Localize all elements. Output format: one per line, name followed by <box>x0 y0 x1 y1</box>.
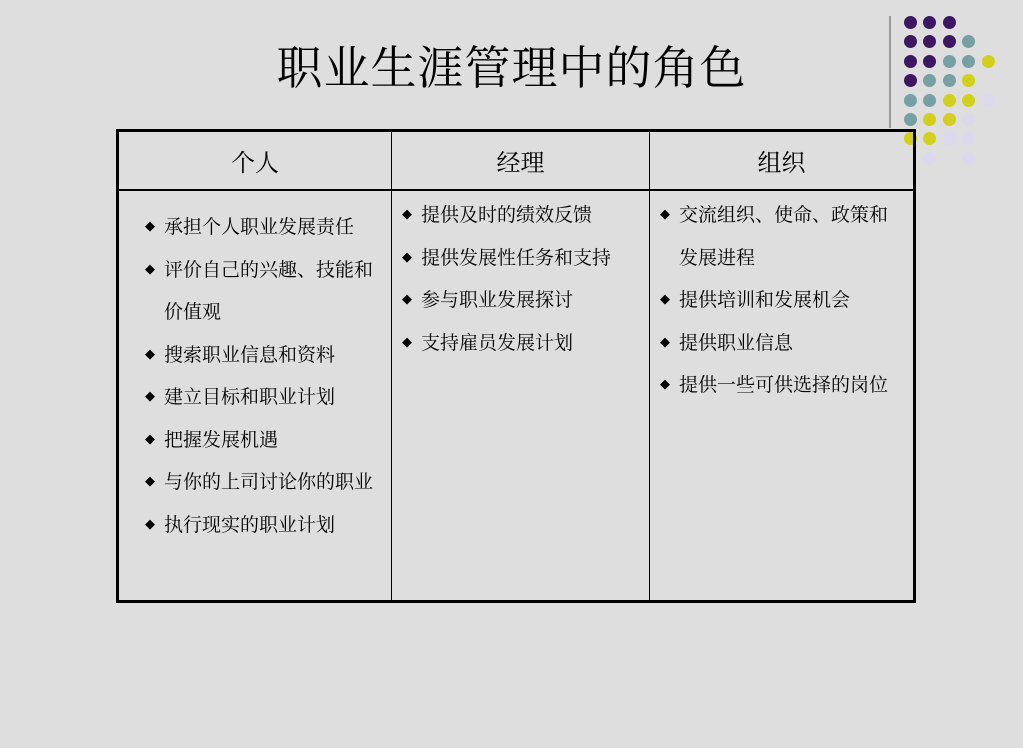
list-item <box>145 376 383 419</box>
diamond-bullet-icon: ◆ <box>402 334 412 350</box>
individual-cell <box>118 190 392 602</box>
list-item <box>660 322 905 365</box>
list-item <box>402 279 641 322</box>
diamond-bullet-icon: ◆ <box>660 334 670 350</box>
decorative-dot <box>923 35 936 48</box>
organization-cell <box>650 190 915 602</box>
decorative-dot <box>962 35 975 48</box>
decorative-dot <box>962 94 975 107</box>
list-item-text: 执行现实的职业计划 <box>164 513 336 536</box>
decorative-dot <box>943 113 956 126</box>
decorative-dot <box>923 94 936 107</box>
diamond-bullet-icon: ◆ <box>402 207 412 222</box>
list-item <box>660 364 905 407</box>
table-body-row <box>118 190 915 602</box>
list-item-text: 建立目标和职业计划 <box>164 386 336 408</box>
list-item <box>145 461 383 504</box>
decorative-dot <box>923 16 936 29</box>
diamond-bullet-icon: ◆ <box>145 474 155 489</box>
decorative-dot <box>943 74 956 87</box>
diamond-bullet-icon: ◆ <box>660 207 670 222</box>
list-item-text: 提供及时的绩效反馈 <box>421 204 593 226</box>
vertical-divider-line <box>889 16 891 128</box>
list-item <box>402 237 641 280</box>
diamond-bullet-icon: ◆ <box>402 249 412 265</box>
list-item-text: 承担个人职业发展责任 <box>164 216 355 238</box>
decorative-dot <box>962 113 975 126</box>
decorative-dot <box>904 94 917 107</box>
diamond-bullet-icon: ◆ <box>660 377 670 392</box>
diamond-bullet-icon: ◆ <box>145 261 155 277</box>
diamond-bullet-icon: ◆ <box>145 431 155 447</box>
slide-title: 职业生涯管理中的角色 <box>276 41 747 95</box>
list-item-text: 提供一些可供选择的岗位 <box>679 374 889 396</box>
list-item-text: 评价自己的兴趣、技能和价值观 <box>164 258 374 323</box>
table-header-row <box>118 131 915 191</box>
list-item-text: 把握发展机遇 <box>164 428 279 451</box>
list-item <box>402 322 641 365</box>
list-item <box>145 249 383 334</box>
decorative-dot <box>943 16 956 29</box>
decorative-dot <box>982 94 995 107</box>
list-item <box>145 206 383 249</box>
diamond-bullet-icon: ◆ <box>660 292 670 307</box>
list-item-text: 提供职业信息 <box>679 331 794 354</box>
decorative-dot <box>943 94 956 107</box>
decorative-dot <box>904 35 917 48</box>
decorative-dot <box>923 113 936 126</box>
list-item-text: 参与职业发展探讨 <box>421 289 574 311</box>
header-individual: 个人 <box>118 131 392 191</box>
list-item <box>402 194 641 237</box>
list-item-text: 提供发展性任务和支持 <box>421 246 612 269</box>
list-item <box>145 419 383 462</box>
decorative-dot <box>904 113 917 126</box>
decorative-dot <box>982 55 995 68</box>
diamond-bullet-icon: ◆ <box>402 292 412 307</box>
manager-cell <box>392 190 650 602</box>
manager-list <box>392 191 649 364</box>
list-item <box>660 279 905 322</box>
decorative-dot <box>962 152 975 165</box>
diamond-bullet-icon: ◆ <box>145 389 155 404</box>
list-item-text: 交流组织、使命、政策和发展进程 <box>679 204 889 269</box>
decorative-dot <box>904 55 917 68</box>
header-organization: 组织 <box>650 131 915 191</box>
individual-list <box>119 191 391 546</box>
decorative-dot <box>943 35 956 48</box>
decorative-dot <box>923 74 936 87</box>
decorative-dot <box>962 132 975 145</box>
decorative-dot <box>904 74 917 87</box>
list-item-text: 搜索职业信息和资料 <box>164 343 336 366</box>
diamond-bullet-icon: ◆ <box>145 516 155 532</box>
list-item <box>660 194 905 279</box>
list-item <box>145 334 383 377</box>
list-item-text: 提供培训和发展机会 <box>679 289 851 311</box>
list-item-text: 支持雇员发展计划 <box>421 331 574 354</box>
diamond-bullet-icon: ◆ <box>145 219 155 234</box>
header-manager: 经理 <box>392 131 650 191</box>
decorative-dot <box>943 55 956 68</box>
decorative-dot <box>943 132 956 145</box>
decorative-dot <box>904 16 917 29</box>
decorative-dot <box>962 74 975 87</box>
decorative-dot <box>923 55 936 68</box>
organization-list <box>650 191 913 407</box>
roles-table <box>116 129 916 603</box>
decorative-dot <box>923 152 936 165</box>
decorative-dot <box>923 132 936 145</box>
diamond-bullet-icon: ◆ <box>145 346 155 362</box>
list-item <box>145 504 383 547</box>
list-item-text: 与你的上司讨论你的职业 <box>164 471 374 493</box>
decorative-dot <box>962 55 975 68</box>
decorative-dot-grid <box>904 10 1023 170</box>
